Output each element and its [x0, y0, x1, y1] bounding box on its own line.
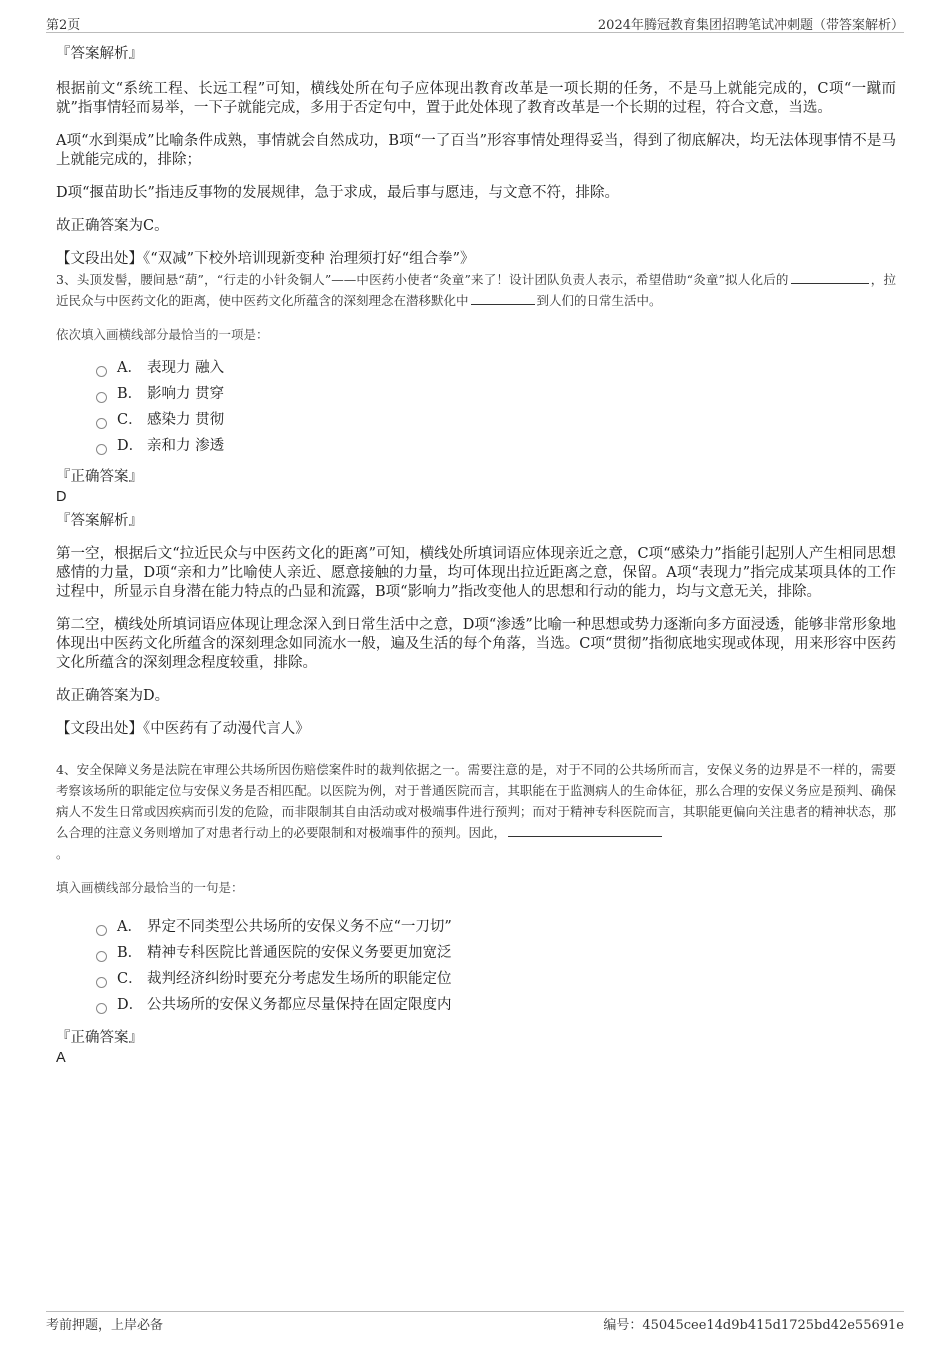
- option-d[interactable]: D． 公共场所的安保义务都应尽量保持在固定限度内: [96, 992, 896, 1018]
- correct-answer-label: 『正确答案』: [56, 469, 143, 485]
- analysis-paragraph: A项“水到渠成”比喻条件成熟，事情就会自然成功，B项“一了百当”形容事情处理得妥当，得到了彻底解决，均无法体现事情不是马上就能完成的，排除；: [56, 133, 896, 168]
- analysis-label: 『答案解析』: [56, 513, 143, 529]
- question-3-options: [96, 355, 896, 459]
- fill-blank: [471, 292, 535, 305]
- document-title: 2024年腾冠教育集团招聘笔试冲刺题（带答案解析）: [597, 18, 904, 33]
- page-number: 第2页: [46, 18, 81, 33]
- analysis-paragraph: D项“揠苗助长”指违反事物的发展规律，急于求成，最后事与愿违，与文意不符，排除。: [56, 185, 619, 201]
- question-prompt: 依次填入画横线部分最恰当的一项是：: [56, 327, 269, 342]
- fill-blank: [791, 271, 869, 284]
- radio-icon[interactable]: [96, 925, 107, 936]
- radio-icon[interactable]: [96, 977, 107, 988]
- radio-icon[interactable]: [96, 444, 107, 455]
- fill-blank: [508, 824, 662, 837]
- radio-icon[interactable]: [96, 951, 107, 962]
- analysis-paragraph: 第一空，根据后文“拉近民众与中医药文化的距离”可知，横线处所填词语应体现亲近之意，C项“感染力”指能引起别人产生相同思想感情的力量，D项“亲和力”比喻使人亲近、愿意接触的力量，均可体现出拉近距离之意，保留。A项“表现力”指完成某项具体的工作过程中，所显示自身潜在能力特点的凸显和流露，B项“影响力”指改变他人的思想和行动的能力，均与文意无关，排除。: [56, 546, 896, 600]
- source-citation: 【文段出处】《中医药有了动漫代言人》: [56, 721, 310, 737]
- page-footer: [46, 1311, 904, 1332]
- footer-slogan: 考前押题，上岸必备: [46, 1318, 164, 1333]
- correct-answer-label: 『正确答案』: [56, 1030, 143, 1046]
- source-citation: 【文段出处】《“双减”下校外培训现新变种 治理须打好“组合拳”》: [56, 251, 475, 267]
- option-b[interactable]: B． 精神专科医院比普通医院的安保义务要更加宽泛: [96, 940, 896, 966]
- page-header: [46, 14, 904, 33]
- correct-answer-statement: 故正确答案为C。: [56, 218, 169, 234]
- document-code: 编号：45045cee14d9b415d1725bd42e55691e: [603, 1318, 904, 1333]
- analysis-paragraph: 第二空，横线处所填词语应体现让理念深入到日常生活中之意，D项“渗透”比喻一种思想或势力逐渐向多方面浸透，能够非常形象地体现出中医药文化所蕴含的深刻理念如同流水一般，遍及生活的每个角落，当选。C项“贯彻”指彻底地实现或体现，用来形容中医药文化所蕴含的深刻理念程度较重，排除。: [56, 617, 896, 671]
- correct-answer-value: D: [56, 489, 67, 505]
- page-content: [56, 44, 896, 1068]
- radio-icon[interactable]: [96, 392, 107, 403]
- question-3-text: 3、头顶发髻，腰间悬“葫”，“行走的小针灸铜人”——中医药小使者“灸童”来了！设计团队负责人表示，希望借助“灸童”拟人化后的 ，拉近民众与中医药文化的距离，使中医药文化所蕴含的深刻理念在潜移默化中 到人们的日常生活中。: [56, 272, 896, 308]
- radio-icon[interactable]: [96, 1003, 107, 1014]
- radio-icon[interactable]: [96, 418, 107, 429]
- correct-answer-statement: 故正确答案为D。: [56, 688, 170, 704]
- option-a[interactable]: A． 表现力 融入: [96, 355, 896, 381]
- question-4-options: [96, 914, 896, 1018]
- analysis-label: 『答案解析』: [56, 46, 143, 62]
- option-c[interactable]: C． 感染力 贯彻: [96, 407, 896, 433]
- option-b[interactable]: B． 影响力 贯穿: [96, 381, 896, 407]
- option-a[interactable]: A． 界定不同类型公共场所的安保义务不应“一刀切”: [96, 914, 896, 940]
- radio-icon[interactable]: [96, 366, 107, 377]
- option-d[interactable]: D． 亲和力 渗透: [96, 433, 896, 459]
- question-prompt: 填入画横线部分最恰当的一句是：: [56, 880, 244, 895]
- question-4-text: 4、安全保障义务是法院在审理公共场所因伤赔偿案件时的裁判依据之一。需要注意的是，对于不同的公共场所而言，安保义务的边界是不一样的，需要考察该场所的职能定位与安保义务是否相匹配。以医院为例，对于普通医院而言，其职能在于监测病人的生命体征，那么合理的安保义务应是预判、确保病人不发生日常或因疾病而引发的危险，而非限制其自由活动或对极端事件进行预判；而对于精神专科医院而言，其职能更偏向关注患者的精神状态，那么合理的注意义务则增加了对患者行动上的必要限制和对极端事件的预判。因此， 。: [56, 762, 896, 861]
- correct-answer-value: A: [56, 1050, 66, 1066]
- analysis-paragraph: 根据前文“系统工程、长远工程”可知，横线处所在句子应体现出教育改革是一项长期的任务，不是马上就能完成的，C项“一蹴而就”指事情轻而易举，一下子就能完成，多用于否定句中，置于此处体现了教育改革是一个长期的过程，符合文意，当选。: [56, 81, 896, 116]
- option-c[interactable]: C． 裁判经济纠纷时要充分考虑发生场所的职能定位: [96, 966, 896, 992]
